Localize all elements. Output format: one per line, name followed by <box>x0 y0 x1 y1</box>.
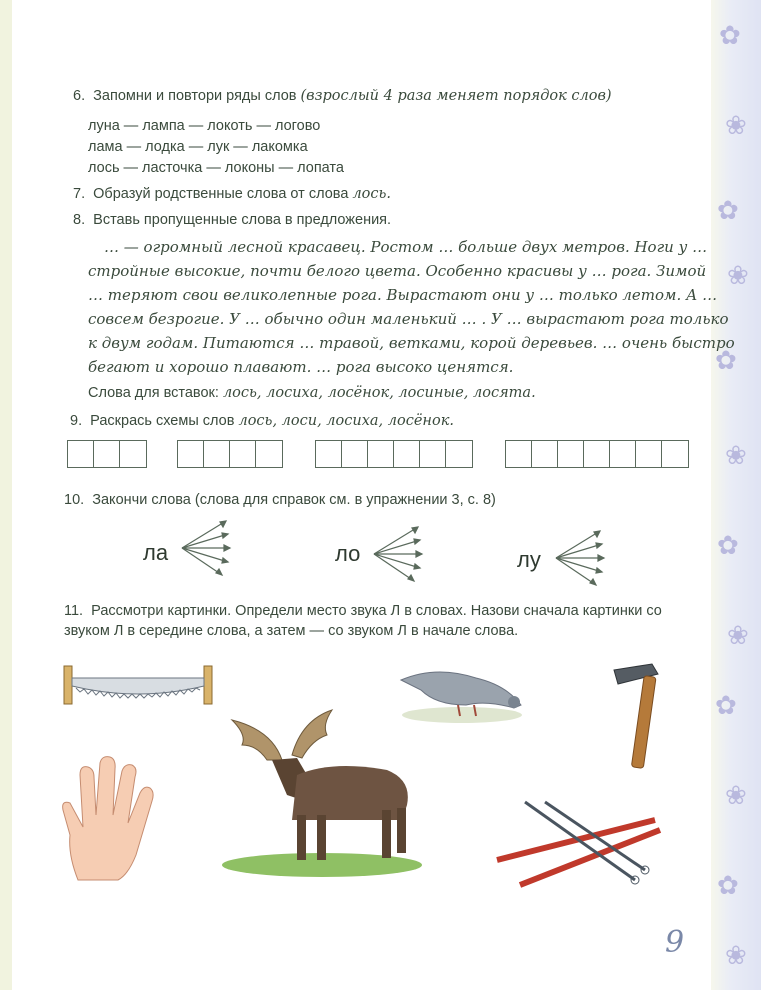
hammer-icon <box>612 660 672 772</box>
syllable: ло <box>335 541 361 566</box>
scheme-cell[interactable] <box>662 441 688 467</box>
story-line: к двум годам. Питаются … травой, ветками, корой деревьев. … очень быстро <box>88 334 735 352</box>
exercise-number: 7. <box>73 186 86 202</box>
scheme-cell[interactable] <box>204 441 230 467</box>
flower-icon: ✿ <box>717 530 739 560</box>
scheme-cell[interactable] <box>420 441 446 467</box>
word-row: луна — лампа — локоть — логово <box>88 118 321 134</box>
story-line: … теряют свои великолепные рога. Вырастают они у … только летом. А … <box>88 286 718 304</box>
exercise-11-line2: звуком Л в середине слова, а затем — со звуком Л в начале слова. <box>64 623 519 639</box>
scheme-cell[interactable] <box>316 441 342 467</box>
exercise-instruction: Запомни и повтори ряды слов <box>93 88 297 104</box>
flower-icon: ❀ <box>725 110 747 140</box>
scheme-cell[interactable] <box>532 441 558 467</box>
skis-icon <box>495 800 663 890</box>
scheme-cell[interactable] <box>256 441 282 467</box>
exercise-10-heading <box>64 492 496 508</box>
scheme-cell[interactable] <box>342 441 368 467</box>
exercise-instruction: Раскрась схемы слов <box>90 413 235 429</box>
flower-icon: ❀ <box>727 260 749 290</box>
exercise-9-heading <box>70 413 454 429</box>
scheme-cell[interactable] <box>584 441 610 467</box>
exercise-words: лось, лоси, лосиха, лосёнок. <box>238 413 454 429</box>
insert-words-hint <box>88 385 536 401</box>
word-scheme-los[interactable] <box>67 440 147 468</box>
scheme-cell[interactable] <box>230 441 256 467</box>
arrow-fan-icon <box>180 517 235 579</box>
arrow-fan-icon <box>372 523 427 585</box>
exercise-number: 8. <box>73 212 86 228</box>
flower-icon: ❀ <box>725 440 747 470</box>
syllable: ла <box>143 540 169 565</box>
flower-icon: ✿ <box>719 20 741 50</box>
scheme-cell[interactable] <box>394 441 420 467</box>
floral-border <box>711 0 761 990</box>
story-line: … — огромный лесной красавец. Ростом … больше двух метров. Ноги у … <box>104 238 708 256</box>
story-line: бегают и хорошо плавают. … рога высоко ценятся. <box>88 358 514 376</box>
scheme-cell[interactable] <box>178 441 204 467</box>
moose-icon <box>212 700 430 880</box>
syllable: лу <box>517 547 541 572</box>
word-row: лось — ласточка — локоны — лопата <box>88 160 344 176</box>
exercise-number: 11. <box>64 603 84 619</box>
flower-icon: ✿ <box>715 345 737 375</box>
scheme-cell[interactable] <box>506 441 532 467</box>
exercise-number: 10. <box>64 492 85 508</box>
page-edge <box>0 0 12 990</box>
exercise-instruction: Рассмотри картинки. Определи место звука Л в словах. Назови сначала картинки со <box>91 603 662 619</box>
flower-icon: ❀ <box>725 940 747 970</box>
hint-label: Слова для вставок: <box>88 385 219 401</box>
saw-icon <box>62 660 214 710</box>
flower-icon: ❀ <box>727 620 749 650</box>
page-number: 9 <box>665 925 685 960</box>
exercise-7-heading <box>73 186 391 202</box>
exercise-6-heading <box>73 88 612 104</box>
scheme-cell[interactable] <box>636 441 662 467</box>
scheme-cell[interactable] <box>446 441 472 467</box>
exercise-number: 9. <box>70 413 83 429</box>
exercise-8-heading <box>73 212 391 228</box>
flower-icon: ✿ <box>715 690 737 720</box>
hint-words: лось, лосиха, лосёнок, лосиные, лосята. <box>222 385 536 401</box>
word-scheme-losi[interactable] <box>177 440 283 468</box>
exercise-note: (взрослый 4 раза меняет порядок слов) <box>300 88 612 104</box>
exercise-instruction: Образуй родственные слова от слова <box>93 186 349 202</box>
word-scheme-losiha[interactable] <box>315 440 473 468</box>
hand-icon <box>58 755 158 885</box>
exercise-instruction: Закончи слова (слова для справок см. в упражнении 3, с. 8) <box>92 492 496 508</box>
exercise-11-line1 <box>64 603 662 619</box>
flower-icon: ✿ <box>717 195 739 225</box>
scheme-cell[interactable] <box>94 441 120 467</box>
flower-icon: ❀ <box>725 780 747 810</box>
scheme-cell[interactable] <box>368 441 394 467</box>
word-row: лама — лодка — лук — лакомка <box>88 139 308 155</box>
scheme-cell[interactable] <box>68 441 94 467</box>
exercise-number: 6. <box>73 88 86 104</box>
flower-icon: ✿ <box>717 870 739 900</box>
scheme-cell[interactable] <box>558 441 584 467</box>
exercise-instruction: Вставь пропущенные слова в предложения. <box>93 212 392 228</box>
pigeon-icon <box>396 660 528 725</box>
arrow-fan-icon <box>554 527 609 589</box>
scheme-cell[interactable] <box>120 441 146 467</box>
exercise-word: лось. <box>352 186 392 202</box>
story-line: стройные высокие, почти белого цвета. Особенно красивы у … рога. Зимой <box>88 262 707 280</box>
word-scheme-losenok[interactable] <box>505 440 689 468</box>
scheme-cell[interactable] <box>610 441 636 467</box>
story-line: совсем безрогие. У … обычно один маленький … . У … вырастают рога только <box>88 310 729 328</box>
